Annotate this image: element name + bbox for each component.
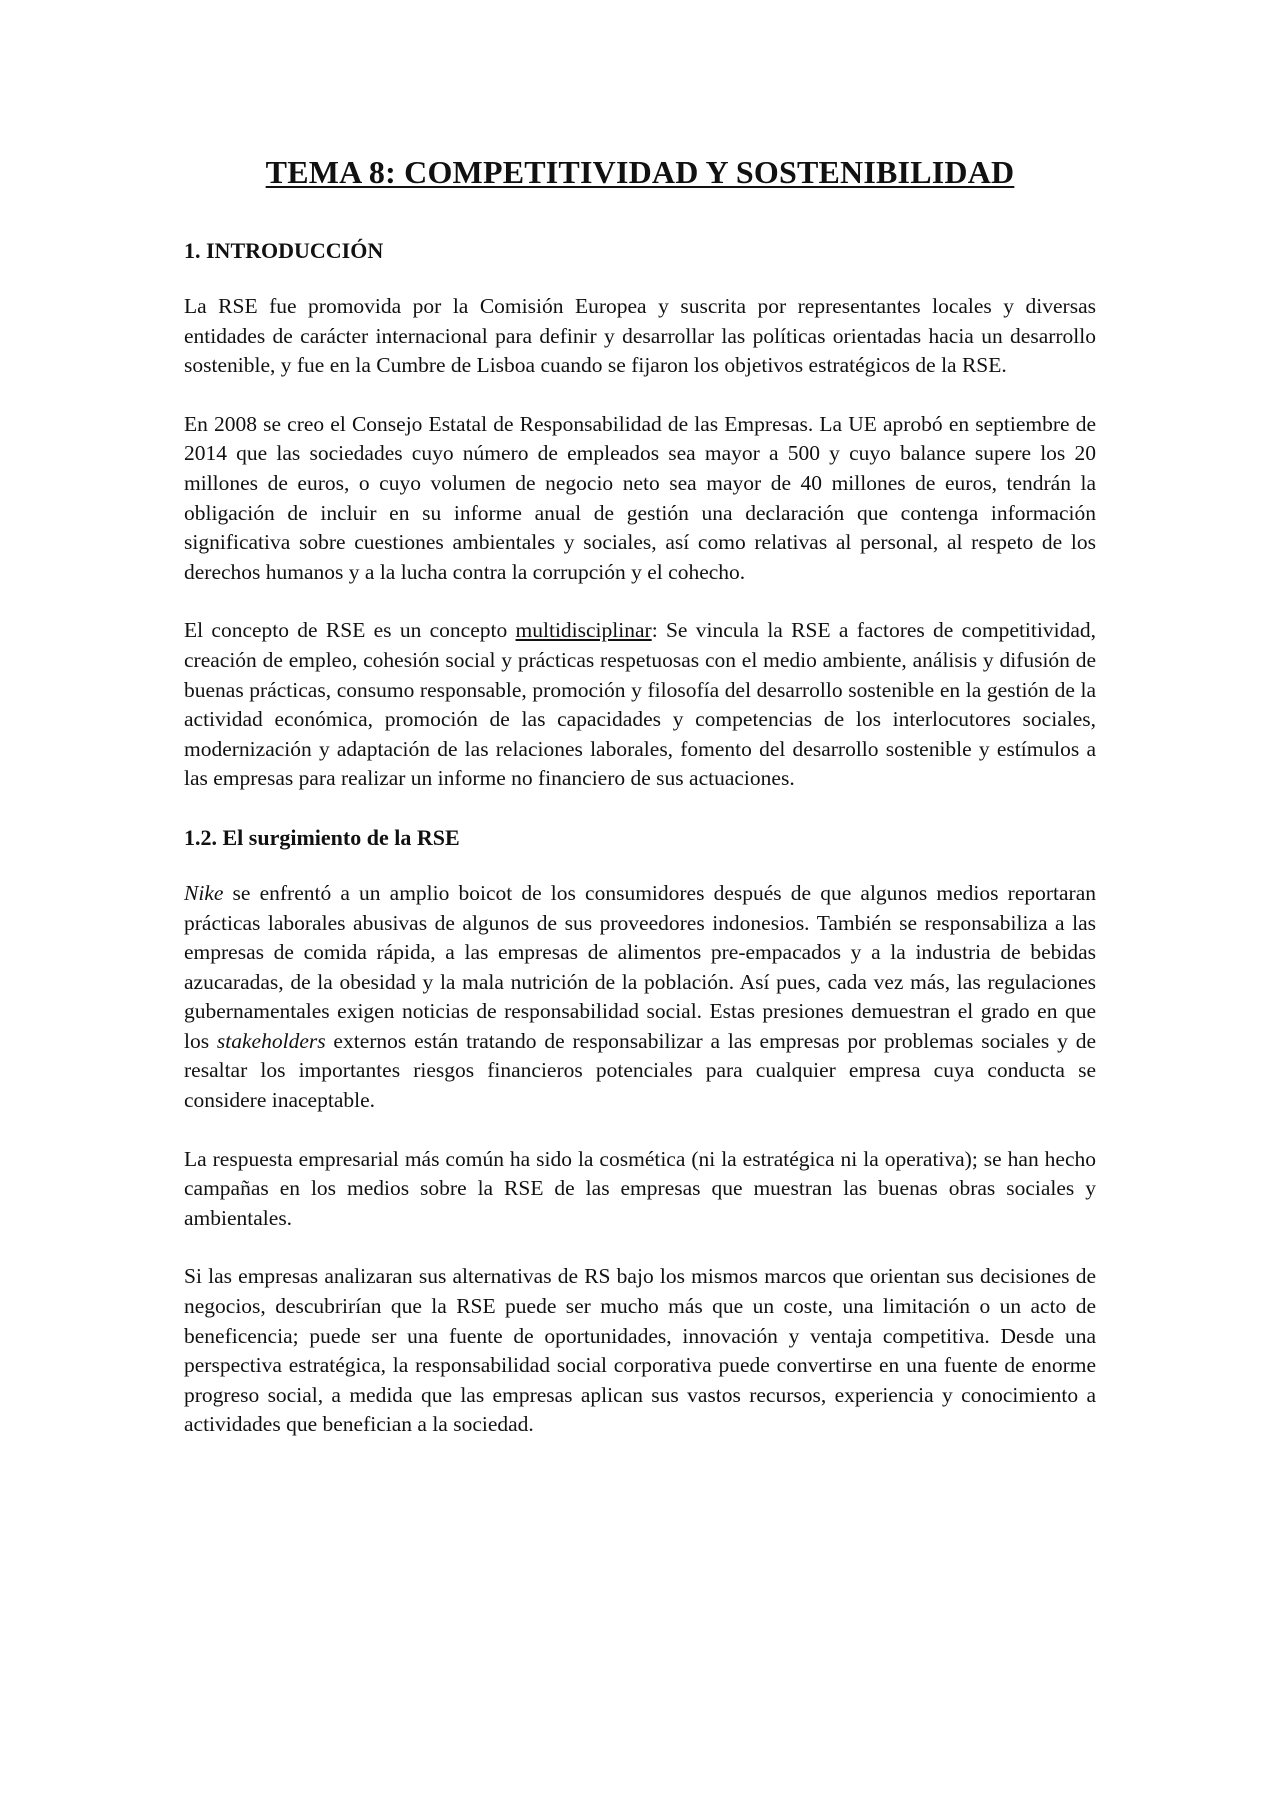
text-run: se enfrentó a un amplio boicot de los consumidores después de que algunos medios reportaran prácticas laborales abusivas de algunos de sus proveedores indonesios. También se responsabiliza a las empresas de comida rápida, a las empresas de alimentos pre-empacados y a la industria de bebidas azucaradas, de la obesidad y la mala nutrición de la población. Así pues, cada vez más, las regulaciones gubernamentales exigen noticias de responsabilidad social. Estas presiones demuestran el grado en que los <box>184 880 1096 1053</box>
italic-term-nike: Nike <box>184 880 224 905</box>
paragraph-rse-promotion: La RSE fue promovida por la Comisión Europea y suscrita por representantes locales y diversas entidades de carácter internacional para definir y desarrollar las políticas orientadas hacia un desarrollo sostenible, y fue en la Cumbre de Lisboa cuando se fijaron los objetivos estratégicos de la RSE. <box>184 294 1096 378</box>
text-run: El concepto de RSE es un concepto <box>184 618 516 643</box>
document-page <box>184 150 1096 1469</box>
text-run: externos están tratando de responsabilizar a las empresas por problemas sociales y de resaltar los importantes riesgos financieros potenciales para cualquier empresa cuya conducta se considere inaceptable. <box>184 1028 1096 1113</box>
underlined-term: multidisciplinar <box>515 618 652 643</box>
document-title: TEMA 8: COMPETITIVIDAD Y SOSTENIBILIDAD <box>265 154 1015 190</box>
paragraph-consejo-estatal: En 2008 se creo el Consejo Estatal de Responsabilidad de las Empresas. La UE aprobó en septiembre de 2014 que las sociedades cuyo número de empleados sea mayor a 500 y cuyo balance supere los 20 millones de euros, o cuyo volumen de negocio neto sea mayor de 40 millones de euros, tendrán la obligación de incluir en su informe anual de gestión una declaración que contenga información significativa sobre cuestiones ambientales y sociales, así como relativas al personal, al respeto de los derechos humanos y a la lucha contra la corrupción y el cohecho. <box>184 411 1096 584</box>
paragraph-alternativas-rs: Si las empresas analizaran sus alternativas de RS bajo los mismos marcos que orientan sus decisiones de negocios, descubrirían que la RSE puede ser mucho más que un coste, una limitación o un acto de beneficencia; puede ser una fuente de oportunidades, innovación y ventaja competitiva. Desde una perspectiva estratégica, la responsabilidad social corporativa puede convertirse en una fuente de enorme progreso social, a medida que las empresas aplican sus vastos recursos, experiencia y conocimiento a actividades que benefician a la sociedad. <box>184 1264 1096 1437</box>
paragraph-concepto-multidisciplinar <box>184 616 1096 794</box>
italic-term-stakeholders: stakeholders <box>216 1028 326 1053</box>
paragraph-respuesta-empresarial: La respuesta empresarial más común ha sido la cosmética (ni la estratégica ni la operativa); se han hecho campañas en los medios sobre la RSE de las empresas que muestran las buenas obras sociales y ambientales. <box>184 1146 1096 1230</box>
paragraph-nike-boicot <box>184 879 1096 1116</box>
section-heading-introduccion: 1. INTRODUCCIÓN <box>184 238 384 263</box>
text-run: : Se vincula la RSE a factores de competitividad, creación de empleo, cohesión social y prácticas respetuosas con el medio ambiente, análisis y difusión de buenas prácticas, consumo responsable, promoción y filosofía del desarrollo sostenible en la gestión de la actividad económica, promoción de las capacidades y competencias de los interlocutores sociales, modernización y adaptación de las relaciones laborales, fomento del desarrollo sostenible y estímulos a las empresas para realizar un informe no financiero de sus actuaciones. <box>184 618 1096 791</box>
section-heading-surgimiento: 1.2. El surgimiento de la RSE <box>184 824 460 850</box>
